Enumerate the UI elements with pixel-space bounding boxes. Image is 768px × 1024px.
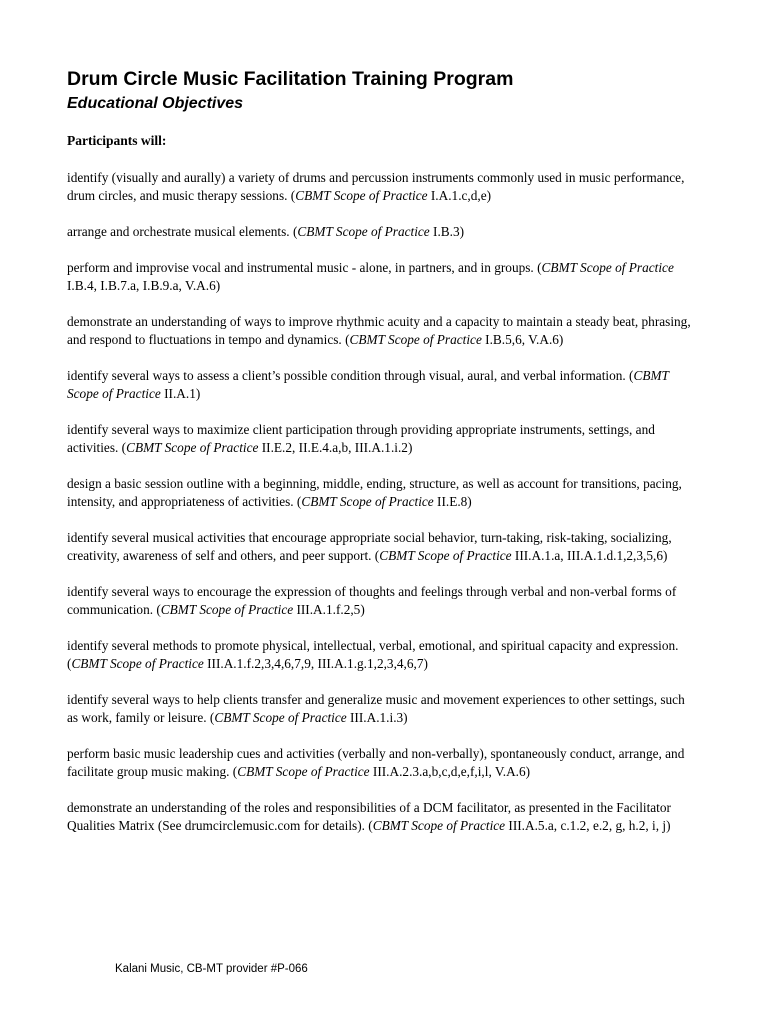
scope-reference-label: CBMT Scope of Practice [71, 656, 204, 671]
document-body [67, 66, 695, 853]
scope-reference-label: CBMT Scope of Practice [379, 548, 512, 563]
objectives-list [67, 169, 695, 835]
objective-item [67, 691, 695, 727]
objective-item [67, 367, 695, 403]
objective-item [67, 223, 695, 241]
scope-reference-label: CBMT Scope of Practice [541, 260, 674, 275]
scope-reference-label: CBMT Scope of Practice [372, 818, 506, 833]
objective-text: identify several ways to assess a client’s possible condition through visual, aural, and verbal information. ( [67, 368, 634, 383]
objective-text: perform and improvise vocal and instrumental music - alone, in partners, and in groups. ( [67, 260, 542, 275]
scope-reference-codes: III.A.1.a, III.A.1.d.1,2,3,5,6) [511, 548, 668, 563]
scope-reference-label: CBMT Scope of Practice [349, 332, 482, 347]
scope-reference-codes: I.B.3) [429, 224, 465, 239]
scope-reference-codes: I.B.4, I.B.7.a, I.B.9.a, V.A.6) [67, 278, 221, 293]
objective-text: demonstrate an understanding of ways to improve rhythmic acuity and a capacity to maintain a steady beat, phrasing, and respond to fluctuations in tempo and dynamics. ( [67, 314, 691, 347]
scope-reference-label: CBMT Scope of Practice [214, 710, 347, 725]
objective-text: perform basic music leadership cues and activities (verbally and non-verbally), spontaneously conduct, arrange, and facilitate group music making. ( [67, 746, 685, 779]
objective-text: arrange and orchestrate musical elements. ( [67, 224, 298, 239]
objective-text: identify several musical activities that encourage appropriate social behavior, turn-taking, risk-taking, socializing, creativity, awareness of self and others, and peer support. ( [67, 530, 672, 563]
objective-text: identify several ways to encourage the expression of thoughts and feelings through verbal and non-verbal forms of communication. ( [67, 584, 677, 617]
document-title: Drum Circle Music Facilitation Training Program [67, 68, 514, 90]
objective-item [67, 313, 695, 349]
document-subtitle: Educational Objectives [67, 95, 244, 112]
objective-item [67, 421, 695, 457]
objective-text: demonstrate an understanding of the roles and responsibilities of a DCM facilitator, as presented in the Facilitator Qualities Matrix (See drumcirclemusic.com for details). ( [67, 800, 671, 833]
objective-text: identify several ways to help clients transfer and generalize music and movement experiences to other settings, such as work, family or leisure. ( [67, 692, 685, 725]
objective-item [67, 475, 695, 511]
scope-reference-codes: III.A.1.i.3) [346, 710, 408, 725]
scope-reference-codes: I.B.5,6, V.A.6) [481, 332, 564, 347]
scope-reference-label: CBMT Scope of Practice [126, 440, 259, 455]
scope-reference-codes: III.A.1.f.2,5) [293, 602, 365, 617]
scope-reference-codes: III.A.5.a, c.1.2, e.2, g, h.2, i, j) [505, 818, 671, 833]
objective-text: design a basic session outline with a beginning, middle, ending, structure, as well as account for transitions, pacing, intensity, and appropriateness of activities. ( [67, 476, 682, 509]
objective-item [67, 529, 695, 565]
objective-text: identify (visually and aurally) a variety of drums and percussion instruments commonly used in music performance, drum circles, and music therapy sessions. ( [67, 170, 685, 203]
objective-item [67, 745, 695, 781]
scope-reference-label: CBMT Scope of Practice [297, 224, 430, 239]
scope-reference-label: CBMT Scope of Practice [295, 188, 428, 203]
objective-item [67, 799, 695, 835]
scope-reference-codes: II.A.1) [160, 386, 201, 401]
objective-item [67, 583, 695, 619]
scope-reference-label: CBMT Scope of Practice [301, 494, 434, 509]
participants-lead: Participants will: [67, 133, 167, 148]
scope-reference-codes: I.A.1.c,d,e) [427, 188, 492, 203]
scope-reference-label: CBMT Scope of Practice [237, 764, 370, 779]
scope-reference-codes: III.A.2.3.a,b,c,d,e,f,i,l, V.A.6) [369, 764, 531, 779]
page-footer: Kalani Music, CB-MT provider #P-066 [115, 963, 308, 975]
scope-reference-codes: II.E.2, II.E.4.a,b, III.A.1.i.2) [258, 440, 413, 455]
scope-reference-label: CBMT Scope of Practice [160, 602, 294, 617]
objective-text: identify several ways to maximize client participation through providing appropriate instruments, settings, and activities. ( [67, 422, 655, 455]
objective-item [67, 169, 695, 205]
scope-reference-label: CBMT Scope of Practice [67, 368, 669, 401]
objective-item [67, 259, 695, 295]
scope-reference-codes: II.E.8) [433, 494, 472, 509]
scope-reference-codes: III.A.1.f.2,3,4,6,7,9, III.A.1.g.1,2,3,4,6,7) [203, 656, 428, 671]
objective-item [67, 637, 695, 673]
objective-text: identify several methods to promote physical, intellectual, verbal, emotional, and spiritual capacity and expression. ( [67, 638, 679, 671]
